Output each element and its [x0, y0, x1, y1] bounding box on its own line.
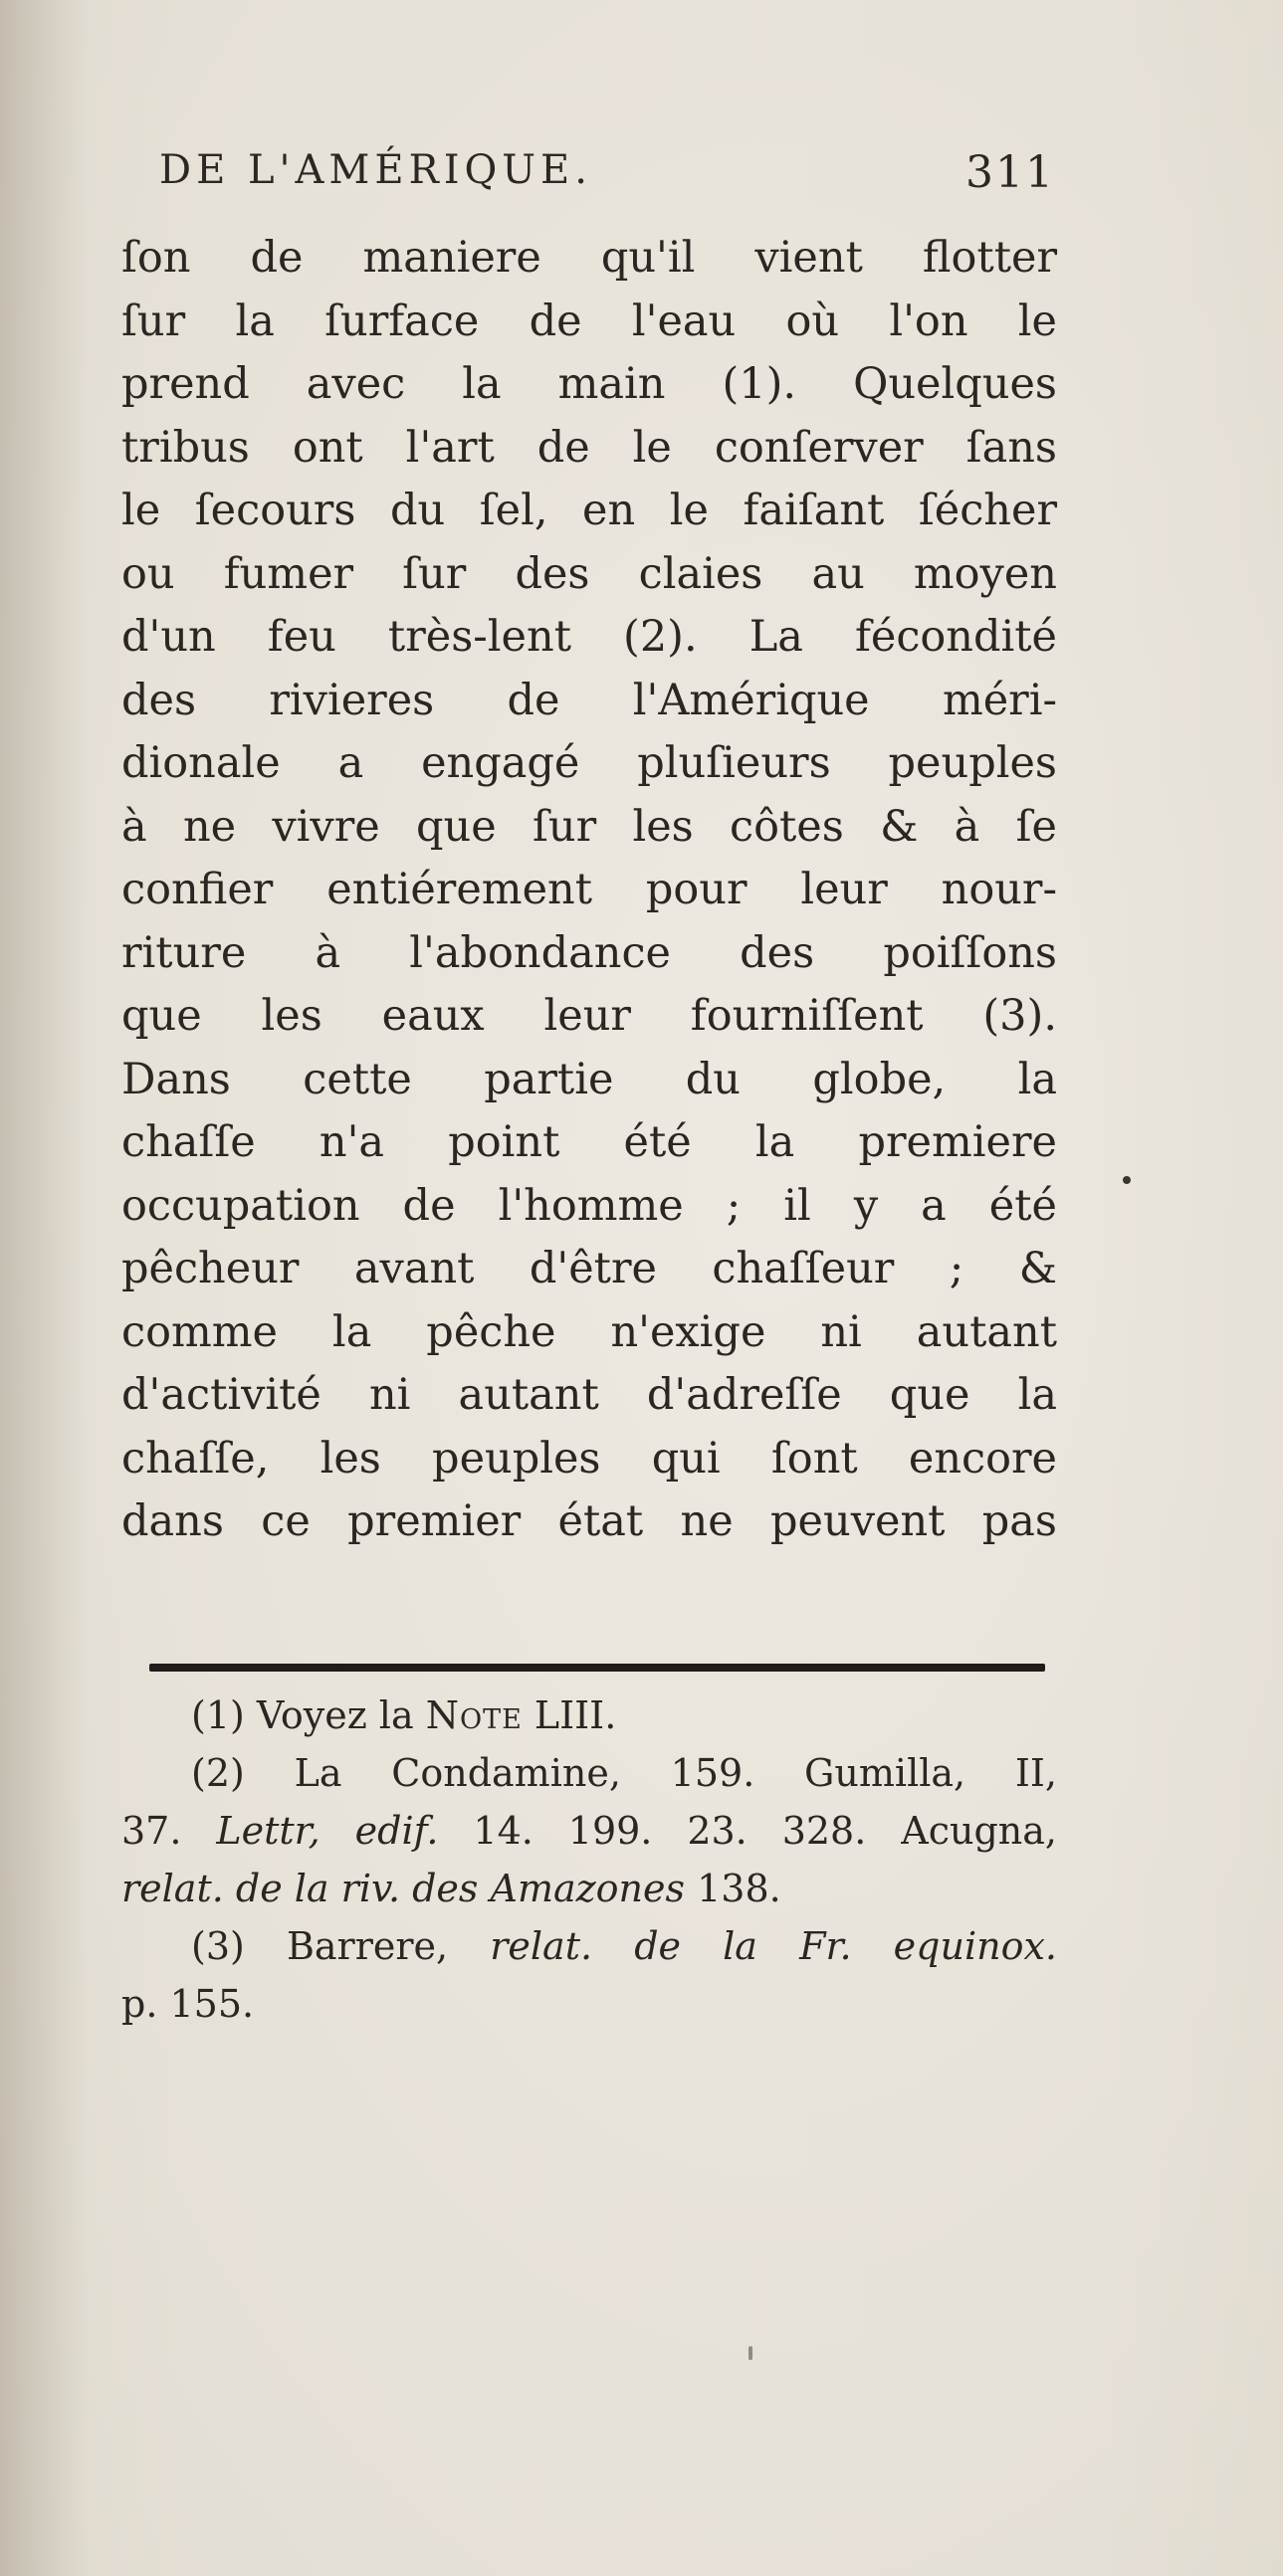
footnote-italic-title: relat. de la Fr. equinox. — [490, 1924, 1057, 1968]
page-number: 311 — [965, 147, 1055, 198]
body-line: ſon de maniere qu'il vient flotter — [121, 233, 1057, 283]
body-line: confier entiérement pour leur nour- — [121, 865, 1057, 914]
body-line: le ſecours du ſel, en le faiſant ſécher — [121, 486, 1057, 535]
body-text — [121, 227, 1057, 1554]
footnote-2-line-1 — [121, 1744, 1057, 1802]
footnote-text: Voyez la — [256, 1693, 414, 1737]
footnote-italic-title: Lettr, edif. — [216, 1809, 439, 1853]
body-line: riture à l'abondance des poiſſons — [121, 927, 1057, 978]
body-line: chaſſe n'a point été la premiere — [121, 1117, 1057, 1167]
footnote-2-line-3 — [121, 1860, 1057, 1917]
footnotes — [121, 1686, 1057, 2033]
footnote-rule — [149, 1664, 1045, 1672]
footnote-text: La Condamine, 159. Gumilla, II, — [294, 1751, 1057, 1795]
footnote-3-line-2 — [121, 1975, 1057, 2033]
body-line: des rivieres de l'Amérique méri- — [121, 675, 1057, 725]
footnote-marker: (2) — [191, 1751, 245, 1795]
ink-speck — [1123, 1176, 1131, 1184]
body-line: ou fumer ſur des claies au moyen — [121, 548, 1057, 599]
footnote-note-number: LIII. — [534, 1693, 617, 1737]
body-line: comme la pêche n'exige ni autant — [121, 1306, 1057, 1357]
gutter-shadow — [0, 0, 90, 2576]
body-line: que les eaux leur fourniſſent (3). — [121, 991, 1057, 1041]
footnote-text: 14. 199. 23. 328. Acugna, — [473, 1809, 1057, 1853]
footnote-text: 37. — [121, 1809, 182, 1853]
body-line: dionale a engagé pluſieurs peuples — [121, 738, 1057, 788]
footnote-note-label: Note — [425, 1693, 523, 1737]
footnote-marker: (1) — [191, 1693, 245, 1737]
footnote-2-line-2 — [121, 1802, 1057, 1860]
body-line: dans ce premier état ne peuvent pas — [121, 1496, 1057, 1546]
footnote-author: Barrere, — [286, 1924, 449, 1968]
running-title: DE L'AMÉRIQUE. — [159, 147, 592, 193]
footnote-3-line-1 — [121, 1917, 1057, 1975]
body-line: d'activité ni autant d'adreſſe que la — [121, 1370, 1057, 1420]
footnote-1 — [121, 1686, 1057, 1744]
body-line: prend avec la main (1). Quelques — [121, 359, 1057, 409]
footnote-text: 138. — [697, 1867, 781, 1910]
footnote-marker: (3) — [191, 1924, 245, 1968]
ink-speck — [748, 2346, 752, 2360]
body-line: à ne vivre que ſur les côtes & à ſe — [121, 801, 1057, 852]
body-line: ſur la ſurface de l'eau où l'on le — [121, 296, 1057, 346]
running-head — [159, 147, 1055, 207]
body-line: tribus ont l'art de le conſerver ſans — [121, 422, 1057, 473]
body-line: pêcheur avant d'être chaſſeur ; & — [121, 1244, 1057, 1293]
body-line: Dans cette partie du globe, la — [121, 1054, 1057, 1104]
body-line: d'un feu très-lent (2). La fécondité — [121, 612, 1057, 662]
body-line: occupation de l'homme ; il y a été — [121, 1180, 1057, 1231]
body-line: chaſſe, les peuples qui ſont encore — [121, 1433, 1057, 1484]
footnote-pages: p. 155. — [121, 1982, 255, 2026]
footnote-italic-title: relat. de la riv. des Amazones — [121, 1867, 685, 1910]
